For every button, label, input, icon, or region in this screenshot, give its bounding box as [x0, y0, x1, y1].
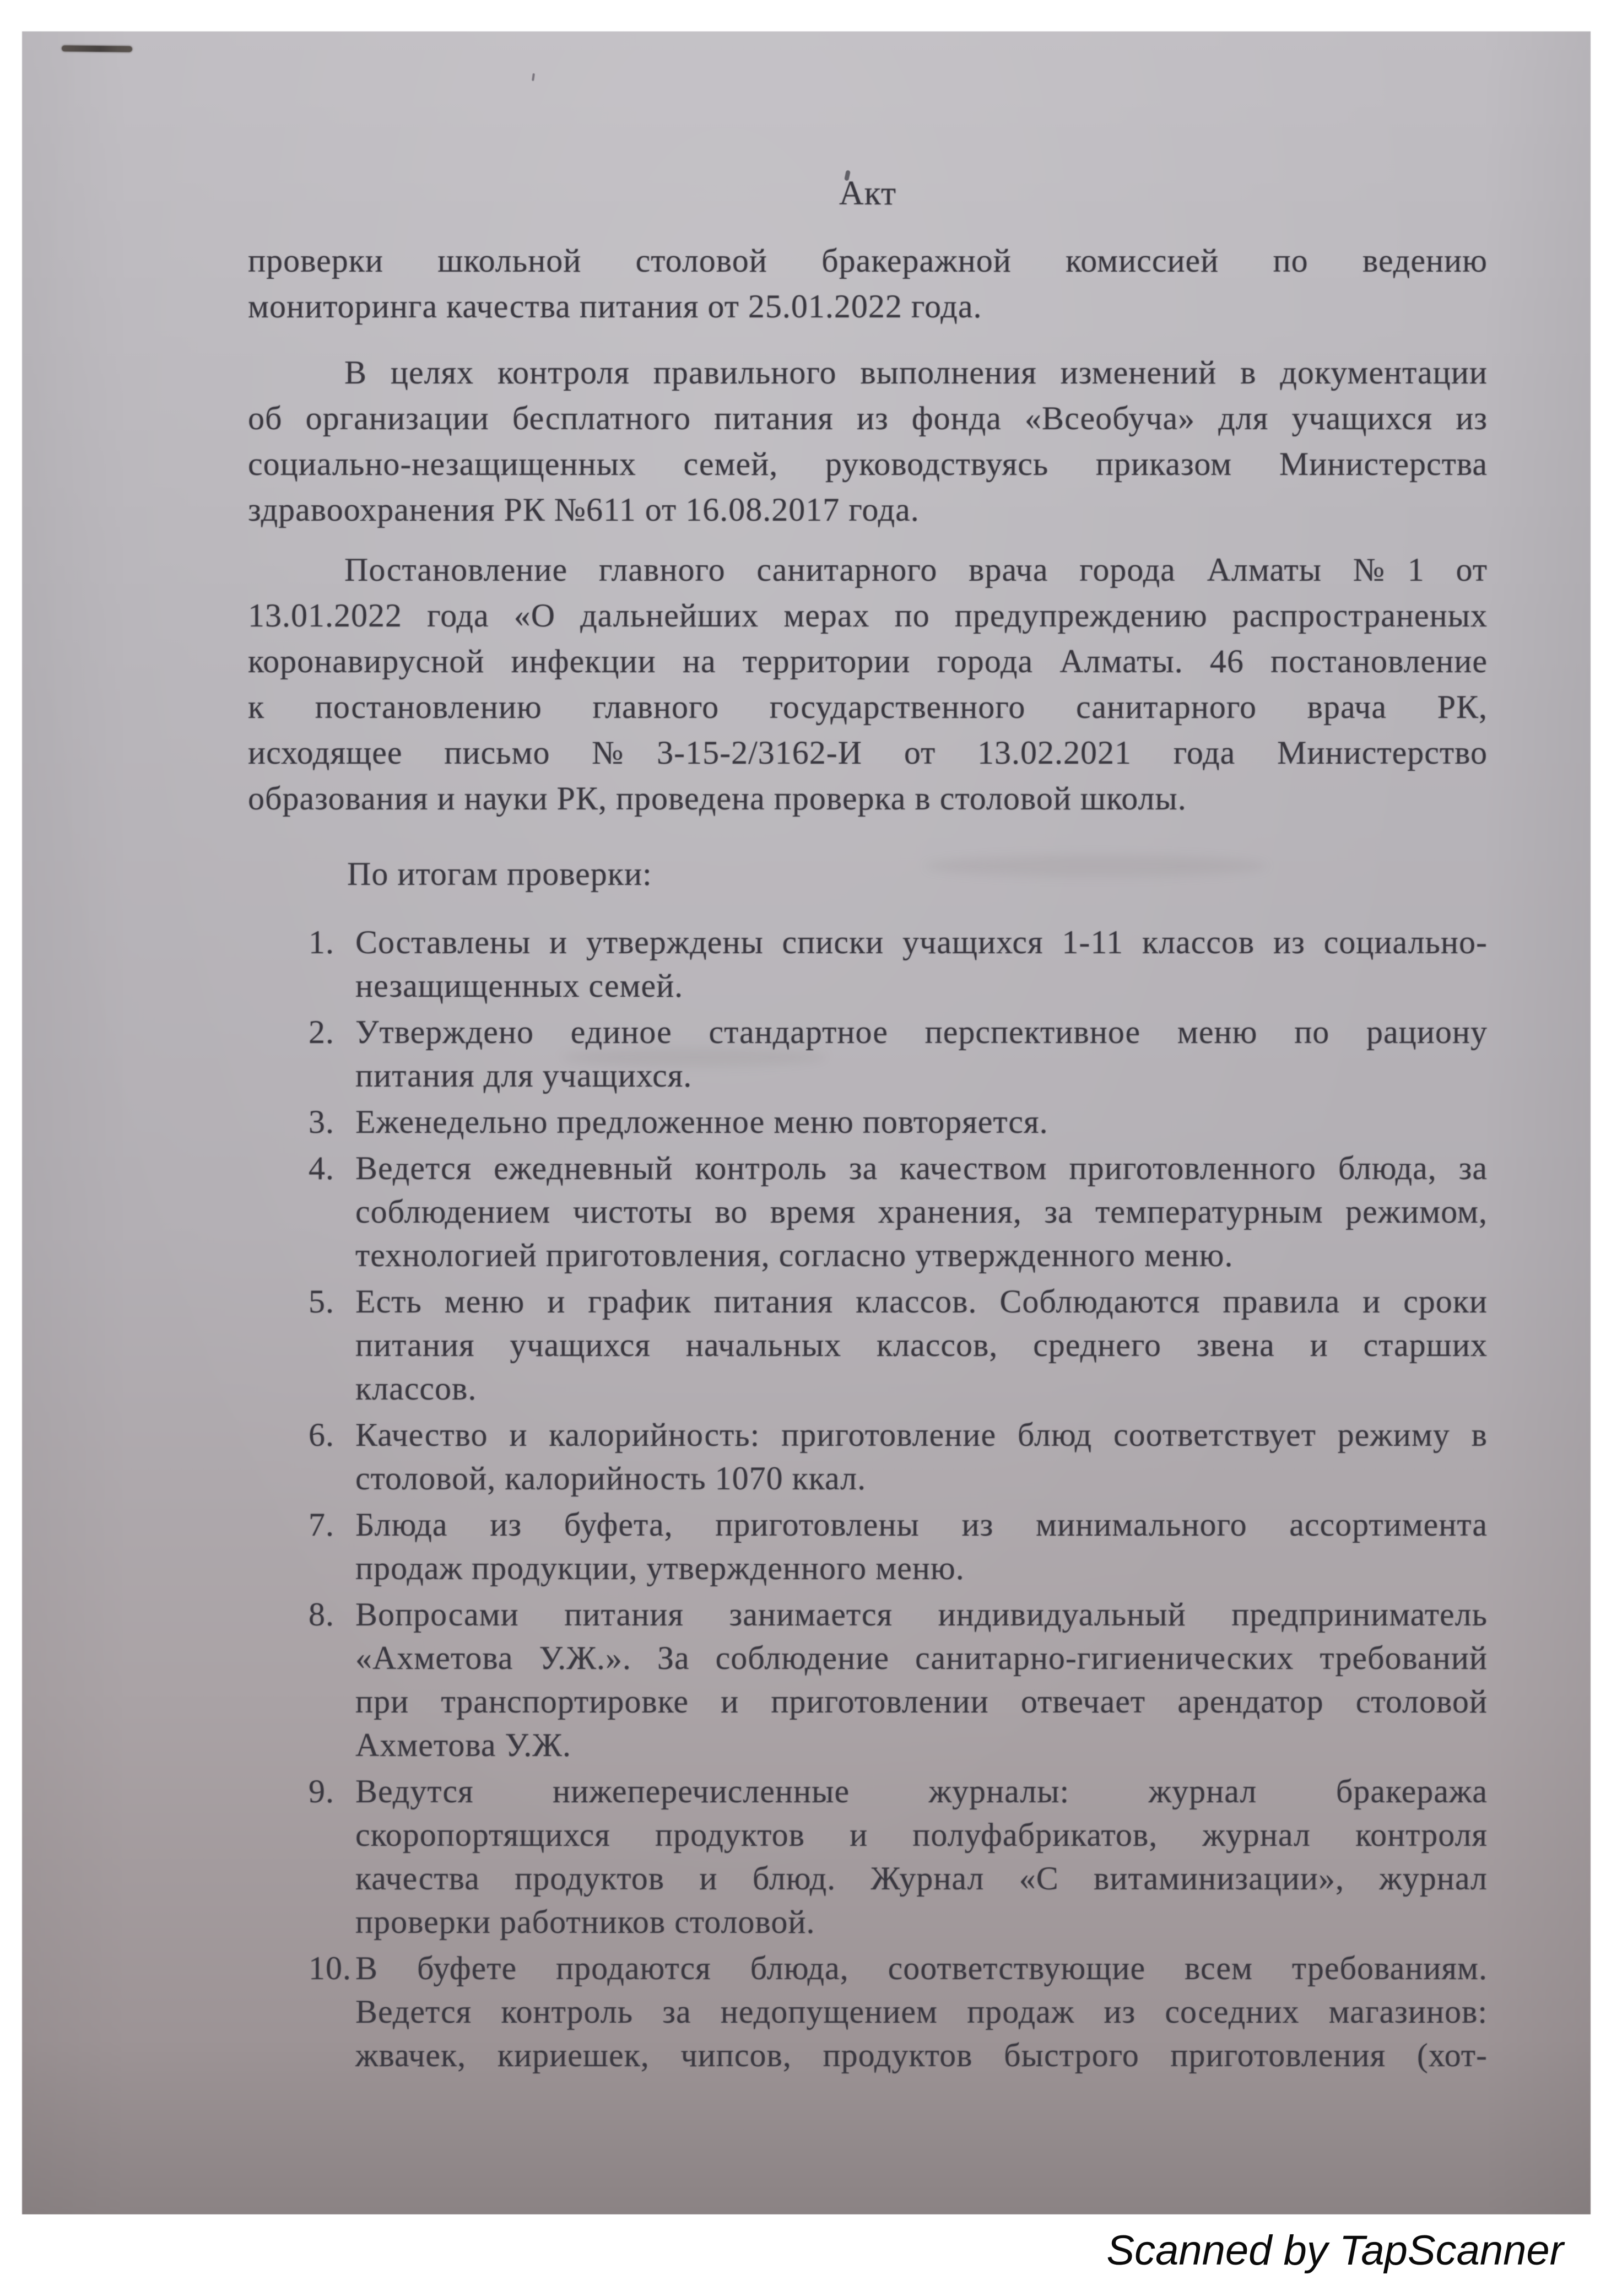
results-list — [248, 921, 1488, 2080]
text-line: Вопросами питания занимается индивидуальный предприниматель — [355, 1596, 1488, 1633]
watermark-text: Scanned by TapScanner — [1106, 2227, 1564, 2274]
list-number: 7. — [309, 1506, 334, 1543]
list-number: 9. — [309, 1773, 334, 1809]
list-item — [248, 921, 1488, 1008]
text-line: скоропортящихся продуктов и полуфабрикатов, журнал контроля — [355, 1817, 1488, 1853]
text-line: технологией приготовления, согласно утвержденного меню. — [355, 1237, 1234, 1273]
text-line: питания учащихся начальных классов, среднего звена и старших — [355, 1327, 1488, 1363]
text-line: «Ахметова У.Ж.». За соблюдение санитарно-гигиенических требований — [355, 1640, 1488, 1676]
text-line: столовой, калорийность 1070 ккал. — [355, 1460, 867, 1497]
list-number: 5. — [309, 1283, 334, 1320]
watermark-bar — [0, 2214, 1622, 2296]
list-number: 2. — [309, 1014, 334, 1050]
text-line: питания для учащихся. — [355, 1057, 693, 1094]
text-line: Постановление главного санитарного врача города Алматы №1 от — [344, 552, 1488, 588]
text-line: при транспортировке и приготовлении отвечает арендатор столовой — [355, 1683, 1488, 1720]
list-number: 1. — [309, 924, 334, 960]
list-item — [248, 1147, 1488, 1277]
page-title: Акт — [839, 175, 897, 212]
text-line: к постановлению главного государственного санитарного врача РК, — [248, 689, 1488, 725]
text-line: Качество и калорийность: приготовление блюд соответствует режиму в — [355, 1417, 1488, 1453]
text-line: жвачек, кириешек, чипсов, продуктов быстрого приготовления (хот- — [355, 2037, 1488, 2073]
list-item — [248, 1100, 1488, 1144]
text-line: мониторинга качества питания от 25.01.2022 года. — [248, 288, 982, 325]
text-line: качества продуктов и блюд. Журнал «С витаминизации», журнал — [355, 1860, 1488, 1897]
results-heading: По итогам проверки: — [347, 856, 652, 892]
text-line: Ведутся нижеперечисленные журналы: журнал бракеража — [355, 1773, 1488, 1809]
text-line: здравоохранения РК №611 от 16.08.2017 года. — [248, 491, 920, 528]
list-item — [248, 1011, 1488, 1098]
text-line: проверки школьной столовой бракеражной комиссией по ведению — [248, 242, 1488, 279]
text-line: Составлены и утверждены списки учащихся 1-11 классов из социально- — [355, 924, 1488, 960]
text-line: Блюда из буфета, приготовлены из минимального ассортимента — [355, 1506, 1488, 1543]
list-number: 10. — [309, 1950, 352, 1986]
text-line: исходящее письмо №3-15-2/3162-И от 13.02.2021 года Министерство — [248, 734, 1488, 771]
list-number: 6. — [309, 1417, 334, 1453]
text-line: Есть меню и график питания классов. Соблюдаются правила и сроки — [355, 1283, 1488, 1320]
text-line: Ведется ежедневный контроль за качеством приготовленного блюда, за — [355, 1150, 1488, 1186]
pencil-mark — [62, 45, 132, 52]
list-item — [248, 1413, 1488, 1500]
list-item — [248, 1593, 1488, 1767]
scan-page — [22, 31, 1591, 2214]
list-number: 4. — [309, 1150, 334, 1186]
list-item — [248, 1947, 1488, 2077]
text-line: об организации бесплатного питания из фонда «Всеобуча» для учащихся из — [248, 400, 1488, 436]
text-line: классов. — [355, 1370, 477, 1407]
text-line: В целях контроля правильного выполнения изменений в документации — [344, 354, 1488, 391]
text-line: Еженедельно предложенное меню повторяется. — [355, 1104, 1048, 1140]
text-line: Утверждено единое стандартное перспективное меню по рациону — [355, 1014, 1488, 1050]
text-line: образования и науки РК, проведена проверка в столовой школы. — [248, 780, 1187, 817]
list-number: 8. — [309, 1596, 334, 1633]
text-line: соблюдением чистоты во время хранения, за температурным режимом, — [355, 1193, 1488, 1230]
paragraph — [248, 238, 1488, 329]
text-line: коронавирусной инфекции на территории города Алматы. 46 постановление — [248, 643, 1488, 679]
text-line: 13.01.2022 года «О дальнейших мерах по предупреждению распространеных — [248, 597, 1488, 634]
text-line: Ахметова У.Ж. — [355, 1727, 571, 1763]
list-item — [248, 1503, 1488, 1590]
text-line: проверки работников столовой. — [355, 1904, 815, 1940]
text-line: Ведется контроль за недопущением продаж из соседних магазинов: — [355, 1994, 1488, 2030]
list-item — [248, 1280, 1488, 1411]
list-number: 3. — [309, 1104, 334, 1140]
text-line: незащищенных семей. — [355, 968, 684, 1004]
ink-speck — [532, 73, 535, 81]
paragraph — [248, 547, 1488, 822]
text-line: В буфете продаются блюда, соответствующие всем требованиям. — [355, 1950, 1488, 1986]
paragraph — [248, 350, 1488, 533]
list-item — [248, 1770, 1488, 1944]
text-line: продаж продукции, утвержденного меню. — [355, 1550, 965, 1586]
text-line: социально-незащищенных семей, руководствуясь приказом Министерства — [248, 446, 1488, 482]
